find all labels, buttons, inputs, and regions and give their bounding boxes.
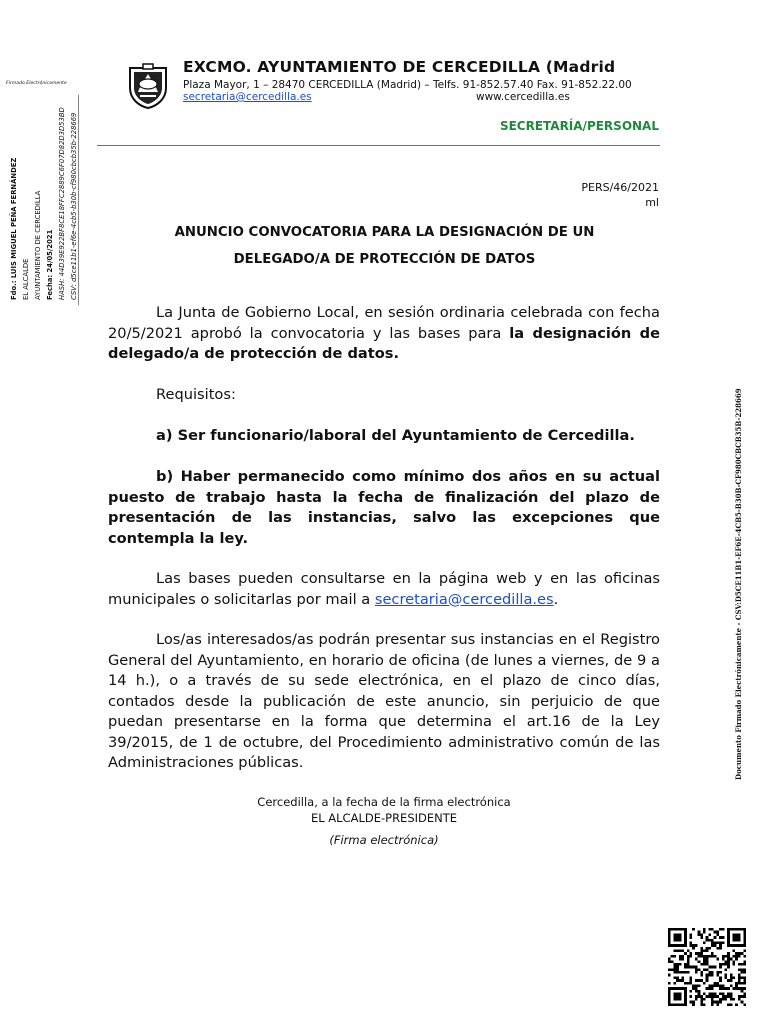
signer-name: Fdo.: LUIS MIGUEL PEÑA FERNÁNDEZ: [10, 157, 18, 300]
closing-block: [108, 794, 660, 848]
reference-code: PERS/46/2021: [581, 181, 659, 194]
closing-signature: (Firma electrónica): [329, 833, 439, 847]
approval-text: La Junta de Gobierno Local, en sesión ordinaria celebrada con fecha 20/5/2021 aprobó la convocatoria y las bases para: [108, 304, 660, 342]
header-divider: [97, 145, 660, 146]
coat-of-arms-logo: [124, 62, 172, 110]
header-email-link[interactable]: secretaria@cercedilla.es: [183, 91, 312, 103]
requirement-a: a) Ser funcionario/laboral del Ayuntamiento de Cercedilla.: [156, 427, 635, 444]
header-website: www.cercedilla.es: [476, 91, 570, 103]
signature-date: Fecha: 24/05/2021: [46, 229, 54, 300]
signature-hash: HASH: 44D39E922BF8CE18FFC2889C6F07D82D3D53BD: [58, 107, 66, 300]
approval-bold: la designación de delegado/a de protección de datos.: [108, 324, 660, 362]
reference-initials: ml: [645, 196, 659, 209]
bases-email-link[interactable]: secretaria@cercedilla.es: [374, 590, 554, 608]
bases-text: Las bases pueden consultarse en la página web y en las oficinas municipales o solicitarlas por mail a: [108, 570, 660, 608]
paragraph-instancias: Los/as interesados/as podrán presentar sus instancias en el Registro General del Ayuntamiento, en horario de oficina (de lunes a viernes, de 9 a 14 h.), o a través de su sede electrónica, en el plazo de cinco días, contados desde la publicación de este anuncio, sin perjuicio de que puedan presentarse en la forma que determina el art.16 de la Ley 39/2015, de 1 de octubre, del Procedimiento administrativo común de las Administraciones públicas.: [108, 631, 660, 771]
paragraph-approval: [108, 303, 660, 365]
qr-code: [668, 928, 746, 1006]
bases-end: .: [553, 590, 559, 608]
paragraph-bases: [108, 569, 660, 610]
department-label: SECRETARÍA/PERSONAL: [499, 119, 659, 133]
document-title-line-2: DELEGADO/A DE PROTECCIÓN DE DATOS: [233, 252, 536, 267]
document-title-line-1: ANUNCIO CONVOCATORIA PARA LA DESIGNACIÓN DE UN: [174, 225, 595, 240]
signer-role: EL ALCALDE: [22, 258, 30, 300]
electronic-signature-label: [6, 75, 67, 115]
closing-place-date: Cercedilla, a la fecha de la firma electrónica: [257, 795, 511, 809]
requisitos-label: Requisitos:: [156, 386, 236, 403]
header-title: EXCMO. AYUNTAMIENTO DE CERCEDILLA (Madrid: [183, 58, 616, 76]
signer-entity: AYUNTAMIENTO DE CERCEDILLA: [34, 190, 42, 300]
signature-label-text: Firmado Electrónicamente: [6, 81, 67, 86]
requirement-b: b) Haber permanecido como mínimo dos años en su actual puesto de trabajo hasta la fecha de finalización del plazo de presentación de las instancias, salvo las excepciones que contempla la ley.: [108, 468, 660, 547]
header-address: Plaza Mayor, 1 – 28470 CERCEDILLA (Madrid) – Telfs. 91-852.57.40 Fax. 91-852.22.00: [183, 79, 632, 91]
closing-role: EL ALCALDE-PRESIDENTE: [310, 811, 458, 825]
signature-divider: [78, 95, 79, 305]
signature-csv: CSV: d5ce11b1-ef6e-4cb5-b30b-cf980cbcb35b-228669: [70, 112, 78, 300]
right-csv-text: Documento Firmado Electrónicamente - CSV:D5CE11B1-EF6E-4CB5-B30B-CF980CBCB35B-228669: [734, 388, 743, 780]
